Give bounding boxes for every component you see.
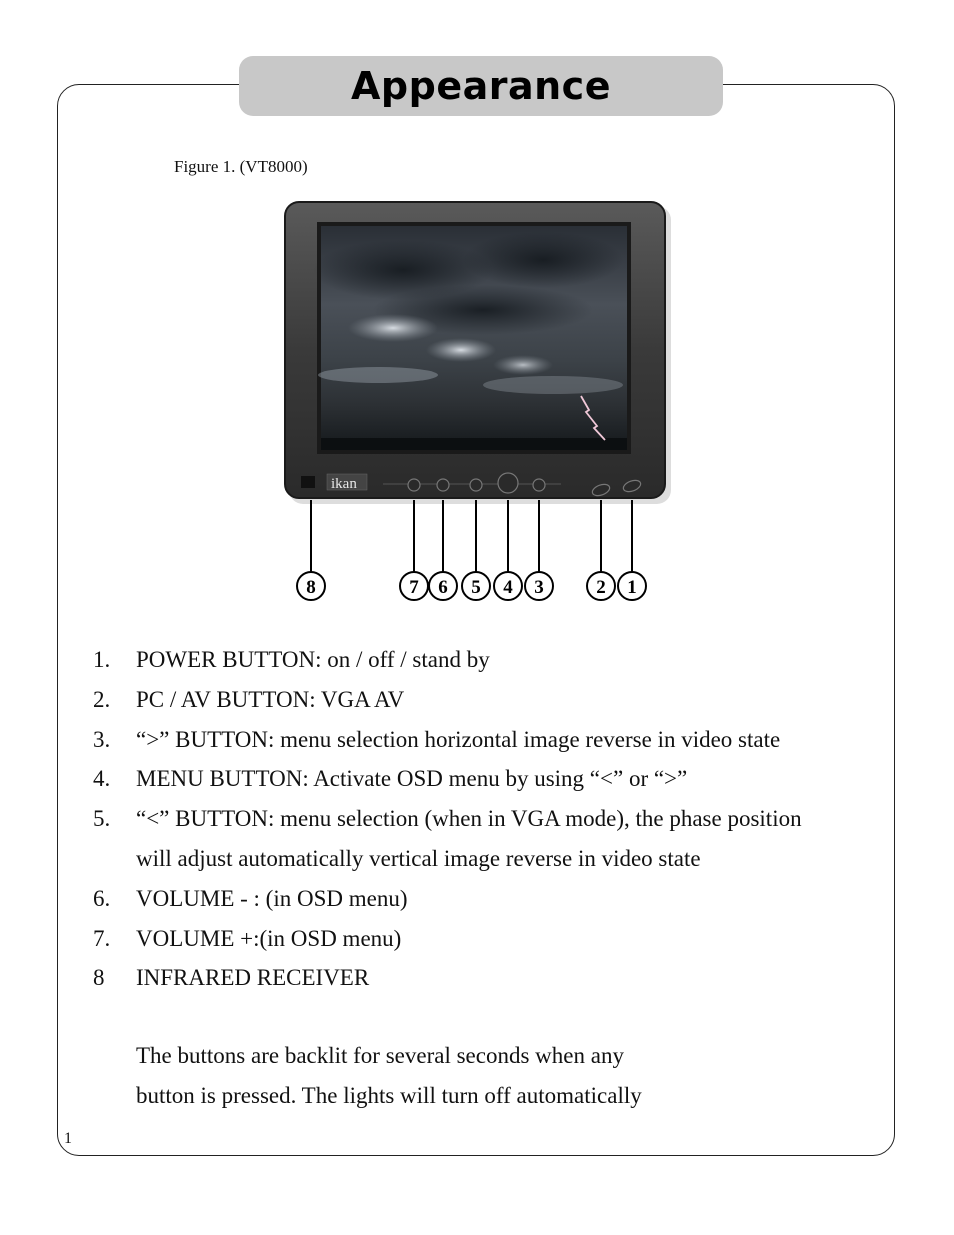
note-line: button is pressed. The lights will turn off automatically xyxy=(136,1083,642,1108)
button-legend-list xyxy=(93,640,883,998)
volume-plus-button[interactable] xyxy=(408,479,420,491)
list-item: 5. “<” BUTTON: menu selection (when in VGA mode), the phase position will adjust automatically vertical image reverse in video state xyxy=(93,806,802,871)
list-item: 7. VOLUME +:(in OSD menu) xyxy=(93,925,402,951)
list-item: 2. PC / AV BUTTON: VGA AV xyxy=(93,686,405,712)
callout-3 xyxy=(525,572,553,600)
svg-text:6: 6 xyxy=(438,577,448,598)
svg-text:3: 3 xyxy=(534,577,544,598)
right-arrow-button[interactable] xyxy=(533,479,545,491)
list-item: 8 INFRARED RECEIVER xyxy=(93,965,370,991)
list-item: 6. VOLUME - : (in OSD menu) xyxy=(93,885,408,911)
svg-text:1: 1 xyxy=(627,577,637,598)
screen-image xyxy=(313,226,627,450)
menu-button[interactable] xyxy=(498,473,518,493)
list-item: 3. “>” BUTTON: menu selection horizontal image reverse in video state xyxy=(93,726,781,752)
svg-text:8: 8 xyxy=(306,577,316,598)
page-number: 1 xyxy=(64,1130,72,1147)
page-title: Appearance xyxy=(351,64,611,108)
callout-8 xyxy=(297,572,325,600)
monitor xyxy=(285,202,671,504)
backlight-note xyxy=(136,1036,642,1116)
callout-6 xyxy=(429,572,457,600)
callout-5 xyxy=(462,572,490,600)
list-item: 1. POWER BUTTON: on / off / stand by xyxy=(93,647,490,672)
callout-4 xyxy=(494,572,522,600)
callout-lines xyxy=(311,500,632,572)
left-arrow-button[interactable] xyxy=(470,479,482,491)
list-item: 4. MENU BUTTON: Activate OSD menu by using “<” or “>” xyxy=(93,766,688,792)
note-line: The buttons are backlit for several seconds when any xyxy=(136,1043,624,1068)
monitor-figure xyxy=(283,200,673,610)
callout-1 xyxy=(618,572,646,600)
figure-caption: Figure 1. (VT8000) xyxy=(174,157,308,176)
svg-text:4: 4 xyxy=(503,577,513,598)
volume-minus-button[interactable] xyxy=(437,479,449,491)
svg-text:7: 7 xyxy=(409,577,419,598)
infrared-receiver-window xyxy=(301,476,315,488)
title-banner xyxy=(239,56,723,116)
svg-text:5: 5 xyxy=(471,577,481,598)
svg-text:2: 2 xyxy=(596,577,606,598)
brand-label: ikan xyxy=(331,476,357,492)
callout-7 xyxy=(400,572,428,600)
callout-2 xyxy=(587,572,615,600)
